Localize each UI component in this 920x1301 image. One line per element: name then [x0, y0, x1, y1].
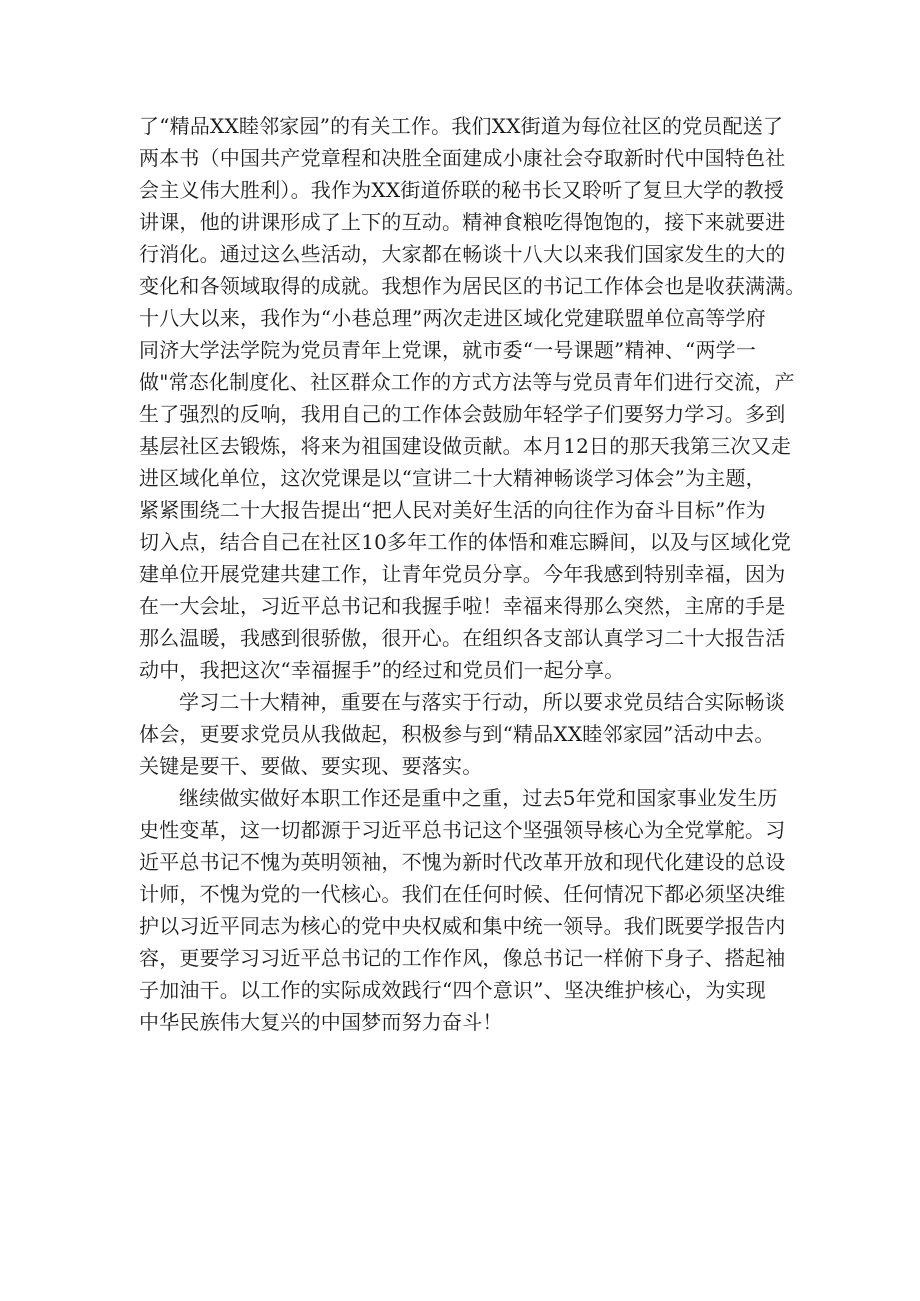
document-body [139, 110, 806, 1038]
text-line: 在一大会址，习近平总书记和我握手啦！幸福来得那么突然，主席的手是 [139, 594, 786, 618]
text-line: 护以习近平同志为核心的党中央权威和集中统一领导。我们既要学报告内 [139, 914, 786, 938]
text-line: 计师，不愧为党的一代核心。我们在任何时候、任何情况下都必须坚决维 [139, 882, 786, 906]
text-line: 做"常态化制度化、社区群众工作的方式方法等与党员青年们进行交流，产 [139, 370, 795, 394]
paragraph-start-line: 学习二十大精神，重要在与落实于行动，所以要求党员结合实际畅谈 [179, 690, 785, 714]
text-line: 变化和各领域取得的成就。我想作为居民区的书记工作体会也是收获满满。 [139, 274, 806, 298]
text-line: 史性变革，这一切都源于习近平总书记这个坚强领导核心为全党掌舵。习 [139, 818, 786, 842]
text-line: 切入点，结合自己在社区10多年工作的体悟和难忘瞬间，以及与区域化党 [139, 530, 792, 554]
text-line: 了“精品XX睦邻家园”的有关工作。我们XX街道为每位社区的党员配送了 [139, 114, 784, 138]
text-line: 生了强烈的反响，我用自己的工作体会鼓励年轻学子们要努力学习。多到 [139, 402, 786, 426]
text-line: 子加油干。以工作的实际成效践行“四个意识”、坚决维护核心，为实现 [139, 978, 766, 1002]
text-line: 近平总书记不愧为英明领袖，不愧为新时代改革开放和现代化建设的总设 [139, 850, 786, 874]
text-line: 紧紧围绕二十大报告提出“把人民对美好生活的向往作为奋斗目标”作为 [139, 498, 766, 522]
text-line: 建单位开展党建共建工作，让青年党员分享。今年我感到特别幸福，因为 [139, 562, 786, 586]
text-line: 动中，我把这次“幸福握手”的经过和党员们一起分享。 [139, 658, 625, 682]
text-line: 体会，更要求党员从我做起，积极参与到“精品XX睦邻家园”活动中去。 [139, 722, 775, 746]
text-line: 基层社区去锻炼，将来为祖国建设做贡献。本月12日的那天我第三次又走 [139, 434, 792, 458]
text-line: 关键是要干、要做、要实现、要落实。 [139, 754, 483, 778]
text-line: 容，更要学习习近平总书记的工作作风，像总书记一样俯下身子、搭起袖 [139, 946, 786, 970]
text-line: 进区域化单位，这次党课是以“宣讲二十大精神畅谈学习体会”为主题， [139, 466, 766, 490]
text-line: 两本书（中国共产党章程和决胜全面建成小康社会夺取新时代中国特色社 [139, 146, 786, 170]
text-line: 那么温暖，我感到很骄傲，很开心。在组织各支部认真学习二十大报告活 [139, 626, 786, 650]
text-line: 十八大以来，我作为“小巷总理”两次走进区域化党建联盟单位高等学府 [139, 306, 766, 330]
paragraph-start-line: 继续做实做好本职工作还是重中之重，过去5年党和国家事业发生历 [179, 786, 778, 810]
text-line: 中华民族伟大复兴的中国梦而努力奋斗！ [139, 1010, 503, 1034]
text-line: 行消化。通过这么些活动，大家都在畅谈十八大以来我们国家发生的大的 [139, 242, 786, 266]
text-line: 同济大学法学院为党员青年上党课，就市委“一号课题”精神、“两学一 [139, 338, 757, 362]
text-line: 讲课，他的讲课形成了上下的互动。精神食粮吃得饱饱的，接下来就要进 [139, 210, 786, 234]
text-line: 会主义伟大胜利）。我作为XX街道侨联的秘书长又聆听了复旦大学的教授 [139, 178, 785, 202]
